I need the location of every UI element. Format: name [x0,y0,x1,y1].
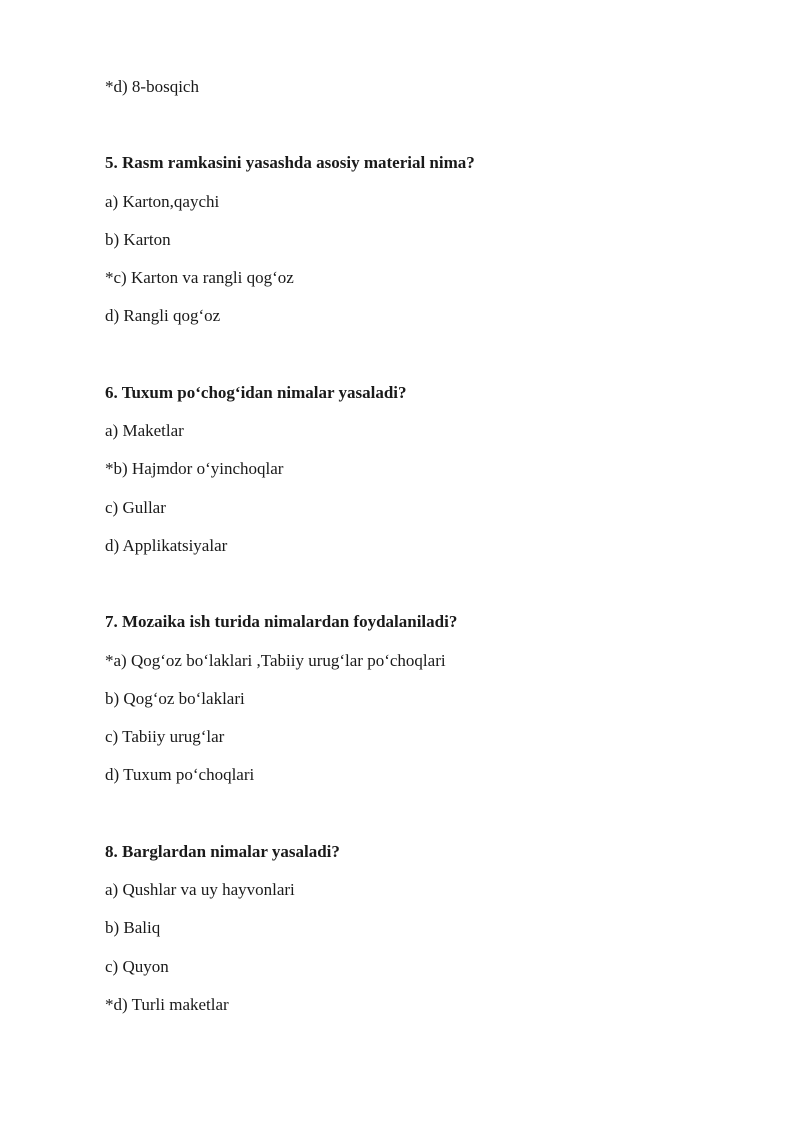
question-text: 8. Barglardan nimalar yasaladi? [105,841,340,861]
answer-option: b) Karton [105,229,171,249]
answer-option: d) Tuxum po‘choqlari [105,765,255,785]
answer-option: d) Rangli qog‘oz [105,306,221,326]
spacer [105,802,745,840]
spacer [105,113,745,151]
spacer [105,343,745,381]
answer-option: d) Applikatsiyalar [105,535,228,555]
question-text: 6. Tuxum po‘chog‘idan nimalar yasaladi? [105,382,407,402]
answer-option: a) Karton,qaychi [105,191,220,211]
answer-option: c) Tabiiy urug‘lar [105,727,225,747]
quiz-content [105,75,745,1031]
answer-option: b) Qog‘oz bo‘laklari [105,688,245,708]
answer-option: *d) 8-bosqich [105,77,199,96]
question-text: 7. Mozaika ish turida nimalardan foydalaniladi? [105,612,458,632]
answer-option: c) Quyon [105,956,169,976]
answer-option: *c) Karton va rangli qog‘oz [105,268,294,288]
spacer [105,572,745,610]
question-block-5 [105,151,745,328]
answer-option: b) Baliq [105,918,161,938]
answer-option: *b) Hajmdor o‘yinchoqlar [105,459,284,479]
answer-option: *d) Turli maketlar [105,994,229,1014]
answer-option: a) Maketlar [105,421,184,441]
question-block-6 [105,381,745,558]
answer-option: c) Gullar [105,497,166,517]
answer-option: a) Qushlar va uy hayvonlari [105,880,295,900]
answer-option: *a) Qog‘oz bo‘laklari ,Tabiiy urug‘lar po‘choqlari [105,650,446,670]
question-block-7 [105,610,745,787]
question-block-8 [105,840,745,1017]
question-text: 5. Rasm ramkasini yasashda asosiy material nima? [105,153,475,173]
